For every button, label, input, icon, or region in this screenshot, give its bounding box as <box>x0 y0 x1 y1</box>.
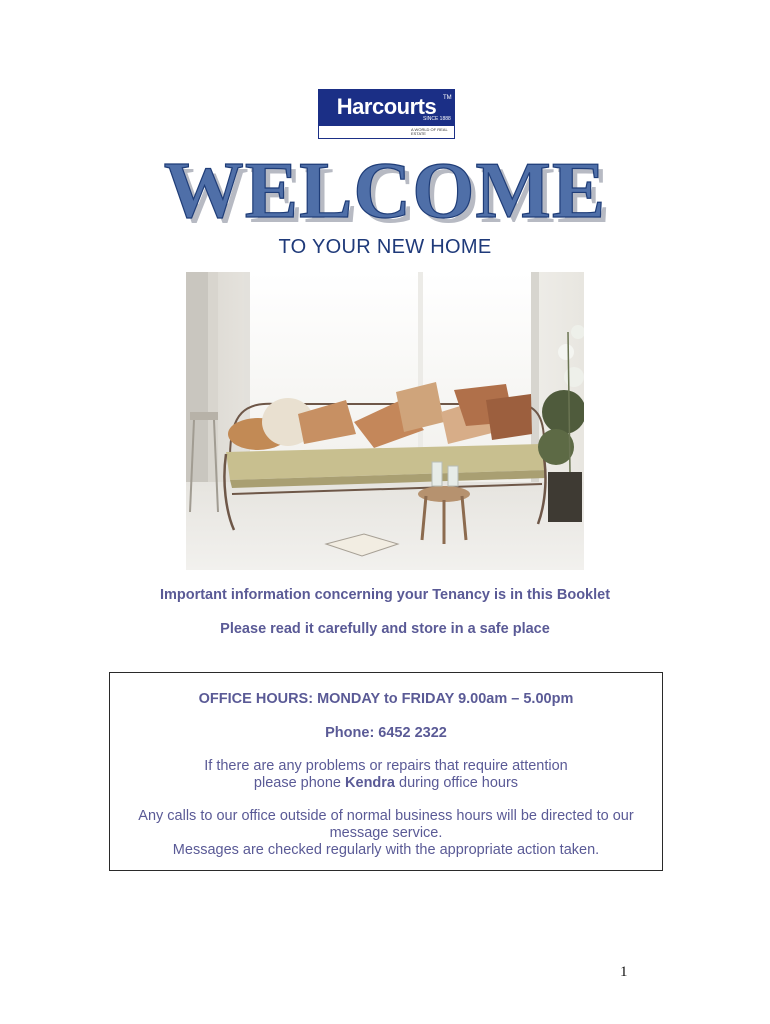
problems-suffix: during office hours <box>395 775 519 791</box>
daybed-illustration <box>186 272 584 570</box>
welcome-heading: WELCOME <box>163 147 607 235</box>
welcome-subtitle: TO YOUR NEW HOME <box>278 236 492 258</box>
storage-notice: Please read it carefully and store in a safe place <box>220 621 550 637</box>
office-info-box <box>109 672 663 871</box>
logo-trademark: TM <box>443 95 452 101</box>
harcourts-logo <box>318 89 455 139</box>
problems-line-1: If there are any problems or repairs that require attention <box>204 758 568 774</box>
problems-line-2 <box>110 775 662 792</box>
contact-name: Kendra <box>345 775 395 791</box>
logo-tagline: A WORLD OF REAL ESTATE <box>411 127 448 136</box>
logo-wordmark: Harcourts <box>336 94 437 119</box>
logo-banner <box>319 90 454 126</box>
office-hours: OFFICE HOURS: MONDAY to FRIDAY 9.00am – 5.00pm <box>198 691 574 707</box>
problems-prefix: please phone <box>253 775 346 791</box>
after-hours-line-2: message service. <box>329 825 443 841</box>
tenancy-notice: Important information concerning your Tenancy is in this Booklet <box>159 587 611 603</box>
logo-established: SINCE 1888 <box>423 116 451 122</box>
page-number: 1 <box>620 964 628 980</box>
living-room-photo <box>186 272 584 570</box>
after-hours-line-3: Messages are checked regularly with the appropriate action taken. <box>172 842 600 858</box>
office-phone: Phone: 6452 2322 <box>325 725 447 741</box>
after-hours-line-1: Any calls to our office outside of normal business hours will be directed to our <box>138 808 634 824</box>
